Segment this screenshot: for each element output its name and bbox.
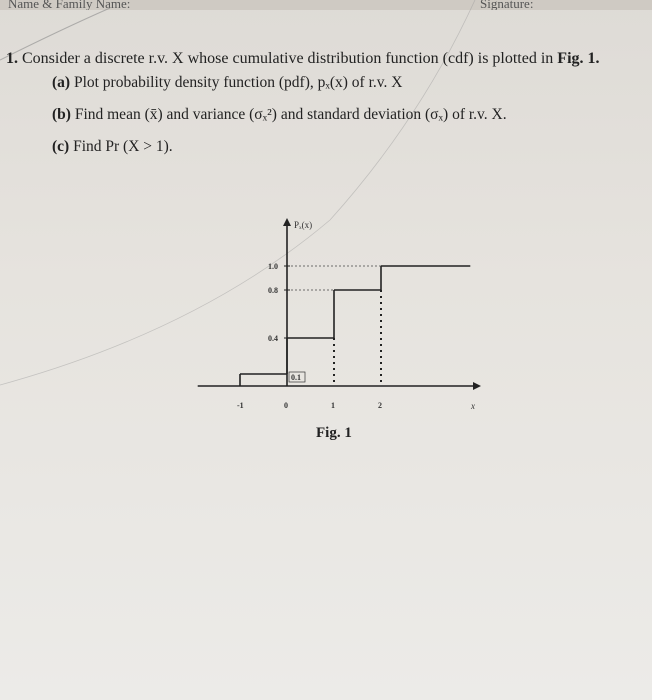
y-tick-label: 0.8 — [268, 286, 278, 295]
x-axis-arrow-icon — [473, 382, 481, 390]
part-text: Find Pr (X > 1). — [73, 138, 173, 155]
y-tick-label: 1.0 — [268, 262, 278, 271]
part-label: (a) — [52, 74, 71, 91]
y-tick-label: 0.4 — [268, 334, 278, 343]
part-label: (c) — [52, 138, 70, 155]
part-text: Find mean (x̄) and variance (σₓ²) and standard deviation (σₓ) of r.v. X. — [74, 106, 507, 123]
question-stem: 1. Consider a discrete r.v. X whose cumulative distribution function (cdf) is plotted in Fig. 1. — [6, 50, 600, 67]
question-number: 1. — [6, 50, 18, 67]
y-axis-arrow-icon — [283, 218, 291, 226]
x-tick-label: -1 — [237, 401, 244, 410]
x-tick-label: 2 — [378, 401, 382, 410]
y-tick-label: 0.1 — [291, 373, 301, 382]
header-signature-fragment: Signature: — [480, 0, 534, 10]
figure-caption: Fig. 1 — [316, 425, 352, 441]
question-text: Consider a discrete r.v. X whose cumulative distribution function (cdf) is plotted in — [22, 50, 554, 67]
x-axis-label: x — [471, 401, 475, 411]
part-label: (b) — [52, 106, 71, 123]
x-tick-label: 1 — [331, 401, 335, 410]
header-name-fragment: Name & Family Name: — [8, 0, 131, 10]
part-text: Plot probability density function (pdf), pₓ(x) of r.v. X — [73, 74, 403, 91]
x-tick-label: 0 — [284, 401, 288, 410]
y-axis-label: Pₓ(x) — [294, 220, 313, 230]
figure-reference: Fig. 1 — [557, 50, 596, 67]
